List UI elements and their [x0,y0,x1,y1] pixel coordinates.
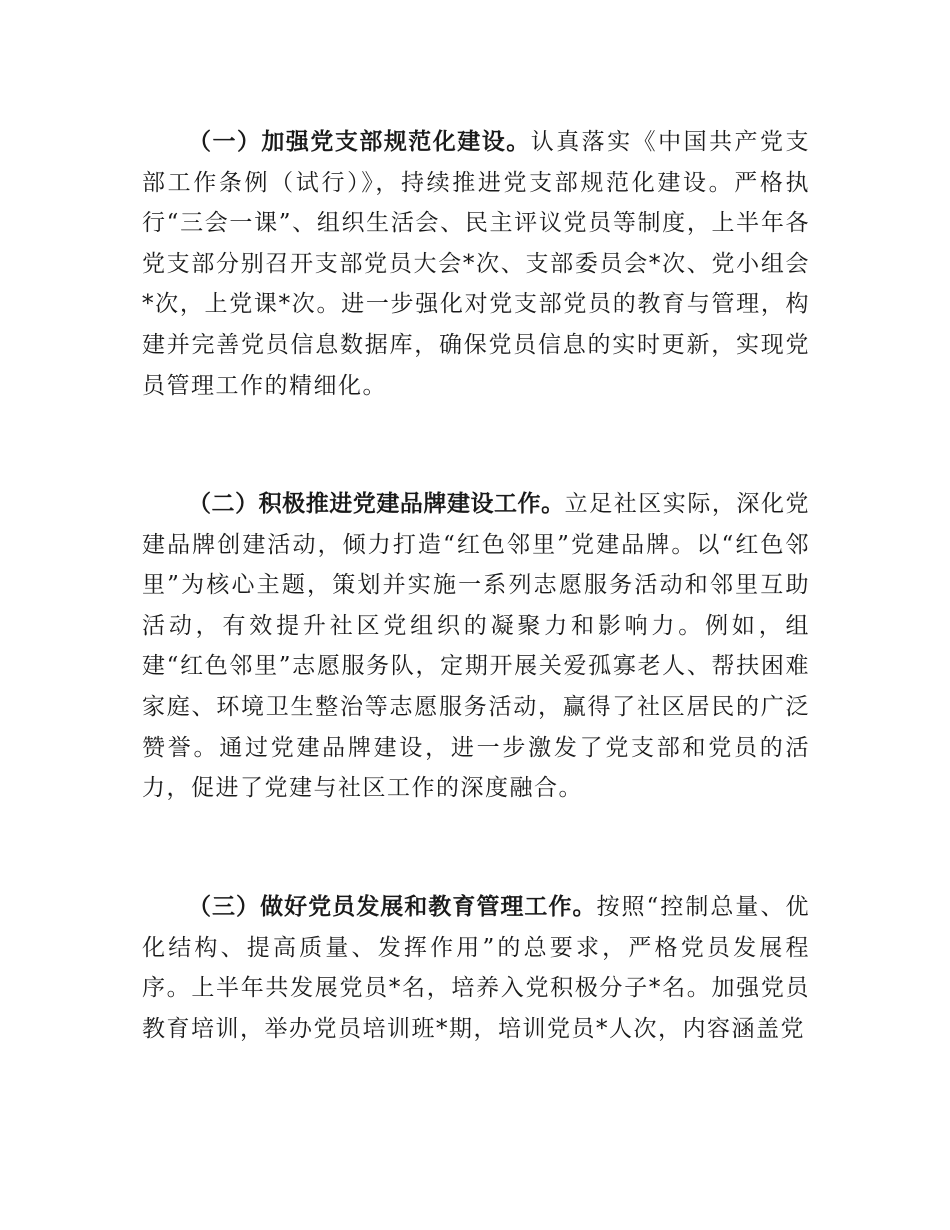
section-3-heading: （三）做好党员发展和教育管理工作。 [188,894,597,920]
section-1-body: 认真落实《中国共产党支部工作条例（试行）》，持续推进党支部规范化建设。严格执行“三会一课”、组织生活会、民主评议党员等制度，上半年各党支部分别召开支部党员大会*次、支部委员会*次、党小组会*次，上党课*次。进一步强化对党支部党员的教育与管理，构建并完善党员信息数据库，确保党员信息的实时更新，实现党员管理工作的精细化。 [142,129,811,399]
section-2-body: 立足社区实际，深化党建品牌创建活动，倾力打造“红色邻里”党建品牌。以“红色邻里”为核心主题，策划并实施一系列志愿服务活动和邻里互助活动，有效提升社区党组织的凝聚力和影响力。例如，组建“红色邻里”志愿服务队，定期开展关爱孤寡老人、帮扶困难家庭、环境卫生整治等志愿服务活动，赢得了社区居民的广泛赞誉。通过党建品牌建设，进一步激发了党支部和党员的活力，促进了党建与社区工作的深度融合。 [142,491,811,802]
section-1-paragraph [142,122,810,406]
section-2-paragraph [142,484,810,809]
section-3-paragraph [142,887,810,1049]
section-3-body: 按照“控制总量、优化结构、提高质量、发挥作用”的总要求，严格党员发展程序。上半年共发展党员*名，培养入党积极分子*名。加强党员教育培训，举办党员培训班*期，培训党员*人次，内容涵盖党 [142,894,810,1042]
section-2-heading: （二）积极推进党建品牌建设工作。 [188,491,565,517]
section-1-heading: （一）加强党支部规范化建设。 [188,129,531,155]
